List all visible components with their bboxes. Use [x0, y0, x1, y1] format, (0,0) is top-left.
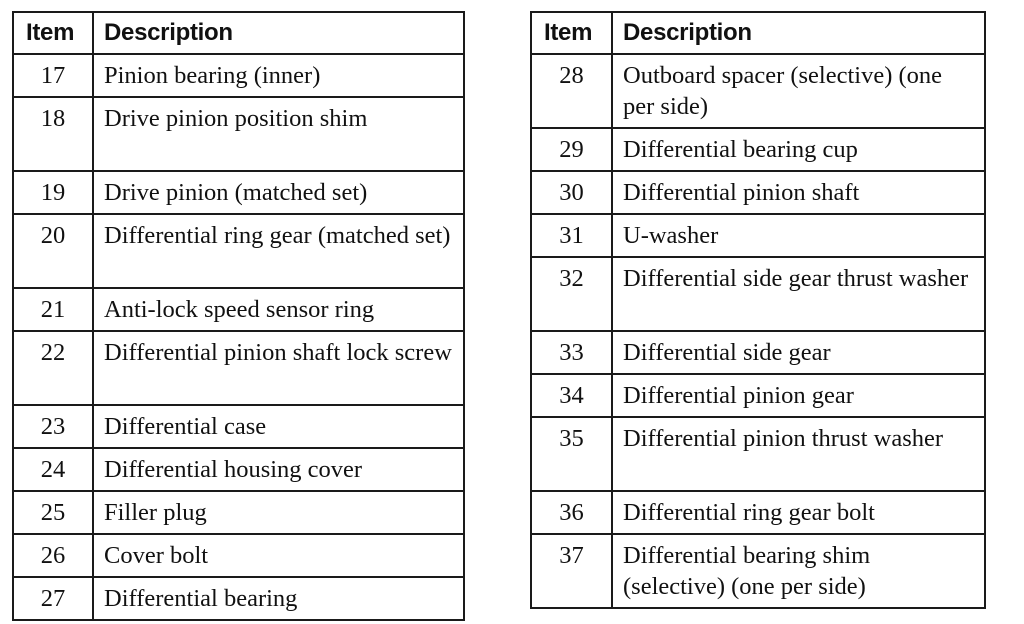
table-row	[531, 331, 985, 374]
item-description: Cover bolt	[93, 534, 464, 577]
item-description: Differential pinion gear	[612, 374, 985, 417]
item-number: 22	[13, 331, 93, 405]
item-description: Differential bearing	[93, 577, 464, 620]
item-number: 36	[531, 491, 612, 534]
table-row	[531, 534, 985, 608]
table-row	[13, 171, 464, 214]
item-description: Differential ring gear bolt	[612, 491, 985, 534]
item-description: Anti-lock speed sensor ring	[93, 288, 464, 331]
table-row	[13, 491, 464, 534]
table-row	[531, 257, 985, 331]
description-column-header: Description	[93, 12, 464, 54]
item-number: 24	[13, 448, 93, 491]
item-number: 33	[531, 331, 612, 374]
item-number: 27	[13, 577, 93, 620]
item-number: 19	[13, 171, 93, 214]
item-number: 34	[531, 374, 612, 417]
table-row	[13, 534, 464, 577]
table-row	[531, 417, 985, 491]
item-number: 32	[531, 257, 612, 331]
item-number: 35	[531, 417, 612, 491]
item-description: Filler plug	[93, 491, 464, 534]
item-description: Differential bearing shim (selective) (one per side)	[612, 534, 985, 608]
item-number: 37	[531, 534, 612, 608]
item-description: Differential pinion thrust washer	[612, 417, 985, 491]
header-row	[13, 12, 464, 54]
table-row	[13, 97, 464, 171]
item-description: Differential ring gear (matched set)	[93, 214, 464, 288]
item-description: Differential pinion shaft lock screw	[93, 331, 464, 405]
item-number: 20	[13, 214, 93, 288]
item-number: 17	[13, 54, 93, 97]
item-description: Outboard spacer (selective) (one per side)	[612, 54, 985, 128]
item-number: 21	[13, 288, 93, 331]
table-row	[531, 214, 985, 257]
table-row	[531, 171, 985, 214]
item-number: 29	[531, 128, 612, 171]
parts-table-left	[12, 11, 465, 621]
table-row	[13, 331, 464, 405]
table-row	[531, 374, 985, 417]
item-number: 28	[531, 54, 612, 128]
table-row	[13, 577, 464, 620]
header-row	[531, 12, 985, 54]
item-description: Differential case	[93, 405, 464, 448]
item-number: 26	[13, 534, 93, 577]
item-description: U-washer	[612, 214, 985, 257]
description-column-header: Description	[612, 12, 985, 54]
item-number: 31	[531, 214, 612, 257]
table-row	[13, 405, 464, 448]
item-description: Differential bearing cup	[612, 128, 985, 171]
item-description: Differential side gear thrust washer	[612, 257, 985, 331]
table-row	[531, 54, 985, 128]
item-number: 25	[13, 491, 93, 534]
item-description: Drive pinion position shim	[93, 97, 464, 171]
parts-table-right	[530, 11, 986, 609]
item-description: Pinion bearing (inner)	[93, 54, 464, 97]
item-description: Differential side gear	[612, 331, 985, 374]
item-number: 30	[531, 171, 612, 214]
table-row	[13, 448, 464, 491]
table-row	[531, 491, 985, 534]
item-description: Drive pinion (matched set)	[93, 171, 464, 214]
item-number: 18	[13, 97, 93, 171]
item-description: Differential housing cover	[93, 448, 464, 491]
item-column-header: Item	[13, 12, 93, 54]
table-row	[13, 54, 464, 97]
item-description: Differential pinion shaft	[612, 171, 985, 214]
item-number: 23	[13, 405, 93, 448]
item-column-header: Item	[531, 12, 612, 54]
table-row	[13, 214, 464, 288]
table-row	[531, 128, 985, 171]
table-row	[13, 288, 464, 331]
